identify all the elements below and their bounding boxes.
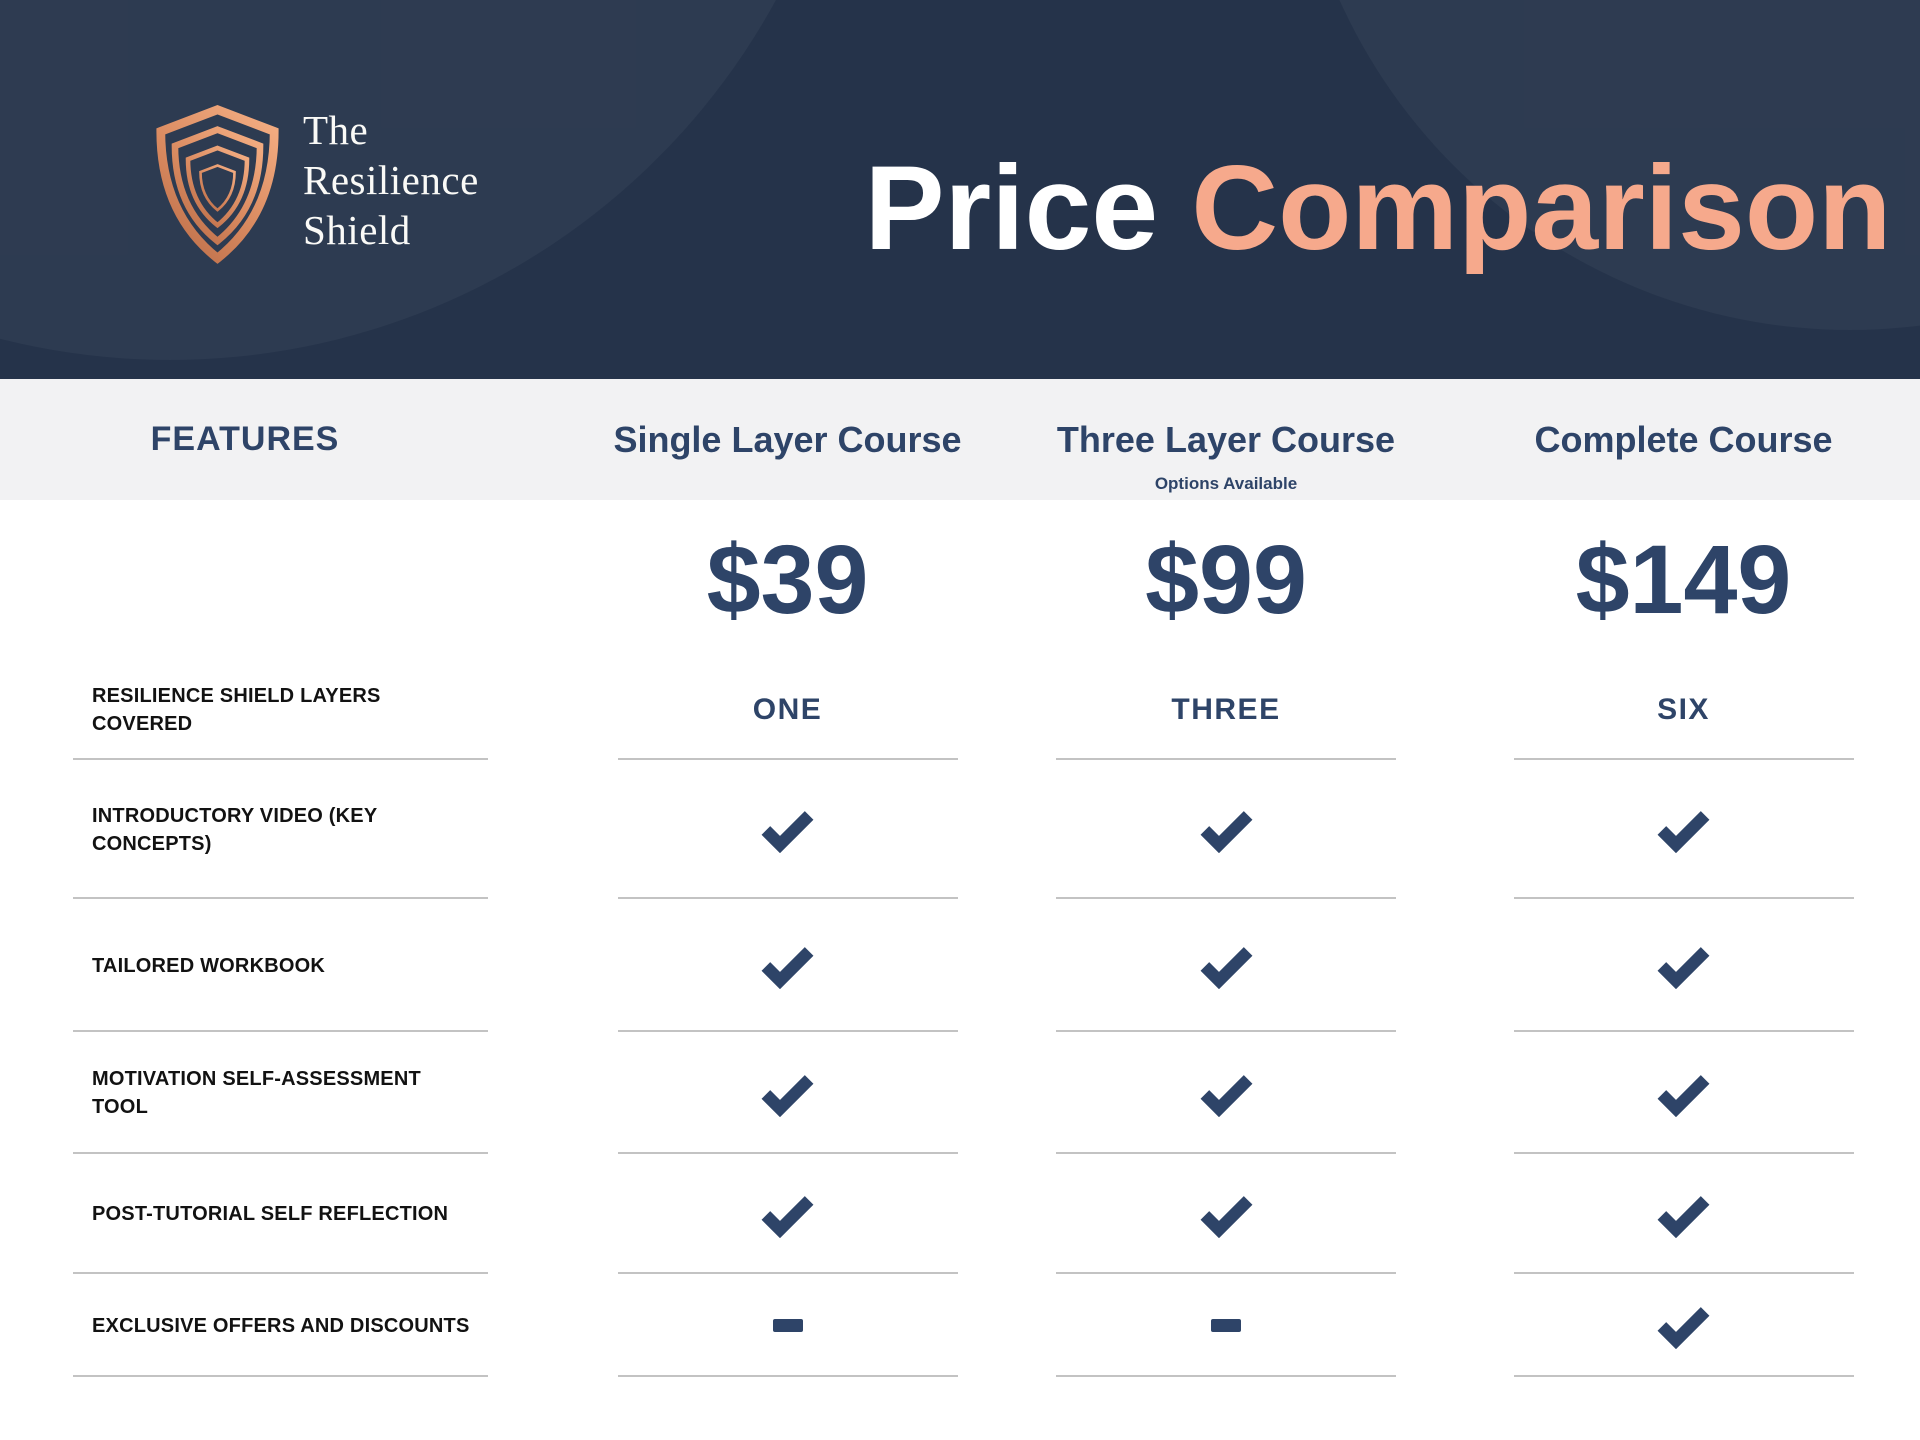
feature-label: EXCLUSIVE OFFERS AND DISCOUNTS: [92, 1314, 470, 1337]
column-header-three-layer: [1005, 379, 1447, 500]
check-icon: [759, 1070, 816, 1117]
brand-logo: [150, 103, 479, 265]
features-column-header: FEATURES: [150, 420, 340, 458]
page-title-primary: Price: [864, 141, 1159, 275]
check-icon: [1655, 942, 1712, 989]
feature-label: POST-TUTORIAL SELF REFLECTION: [92, 1203, 449, 1225]
row-divider: [618, 1375, 958, 1377]
table-row: [0, 1154, 1920, 1274]
feature-value-cell: [1005, 1070, 1447, 1117]
feature-value-cell: THREE: [1171, 693, 1281, 726]
brand-name-line2: Resilience: [303, 157, 479, 203]
brand-name: [303, 105, 479, 265]
check-icon: [1655, 1191, 1712, 1238]
feature-value-cell: [570, 1070, 1005, 1117]
feature-value-cell: [1005, 1319, 1447, 1332]
column-header-single-layer: [570, 379, 1005, 500]
dash-icon: [773, 1319, 803, 1332]
feature-label: INTRODUCTORY VIDEO (KEY CONCEPTS): [92, 804, 378, 855]
table-row: [0, 1274, 1920, 1377]
page-title: [836, 138, 1920, 278]
row-divider: [1514, 1375, 1854, 1377]
check-icon: [759, 806, 816, 853]
feature-value-cell: [570, 942, 1005, 989]
header-banner: [0, 0, 1920, 379]
column-header-complete: [1447, 379, 1920, 500]
column-title: Complete Course: [1534, 418, 1833, 460]
price-complete: $149: [1575, 525, 1792, 634]
feature-value-cell: [1447, 1070, 1920, 1117]
column-header-band: [0, 379, 1920, 500]
table-row: [0, 899, 1920, 1032]
check-icon: [1198, 806, 1255, 853]
feature-label: TAILORED WORKBOOK: [92, 954, 326, 977]
column-title: Three Layer Course: [1056, 418, 1396, 460]
price-three-layer: $99: [1145, 525, 1307, 634]
feature-value-cell: [1005, 1191, 1447, 1238]
feature-label: MOTIVATION SELF-ASSESSMENT TOOL: [92, 1068, 421, 1118]
feature-value-cell: [1447, 942, 1920, 989]
page-title-accent: Comparison: [1191, 141, 1892, 275]
check-icon: [1655, 1302, 1712, 1349]
brand-name-line3: Shield: [303, 207, 411, 253]
feature-label: RESILIENCE SHIELD LAYERS COVERED: [92, 685, 381, 735]
price-single-layer: $39: [706, 525, 869, 634]
table-row: [0, 760, 1920, 899]
feature-value-cell: ONE: [752, 693, 823, 726]
column-subtitle: Options Available: [1154, 474, 1298, 493]
feature-value-cell: [1005, 942, 1447, 989]
table-row: [0, 660, 1920, 760]
feature-value-cell: [1447, 1191, 1920, 1238]
resilience-shield-icon: [150, 103, 285, 265]
check-icon: [1198, 1070, 1255, 1117]
feature-value-cell: [1005, 806, 1447, 853]
feature-value-cell: SIX: [1657, 693, 1710, 726]
table-row: [0, 1032, 1920, 1154]
column-title: Single Layer Course: [613, 418, 962, 460]
feature-value-cell: [1447, 806, 1920, 853]
price-row: [0, 500, 1920, 660]
comparison-table: [0, 500, 1920, 1377]
feature-value-cell: [570, 1319, 1005, 1332]
check-icon: [759, 942, 816, 989]
row-divider: [1056, 1375, 1396, 1377]
feature-value-cell: [1447, 1302, 1920, 1349]
check-icon: [1198, 942, 1255, 989]
dash-icon: [1211, 1319, 1241, 1332]
feature-value-cell: [570, 1191, 1005, 1238]
brand-name-line1: The: [303, 107, 369, 153]
row-divider: [73, 1375, 488, 1377]
check-icon: [1655, 806, 1712, 853]
feature-value-cell: [570, 806, 1005, 853]
check-icon: [759, 1191, 816, 1238]
check-icon: [1655, 1070, 1712, 1117]
check-icon: [1198, 1191, 1255, 1238]
